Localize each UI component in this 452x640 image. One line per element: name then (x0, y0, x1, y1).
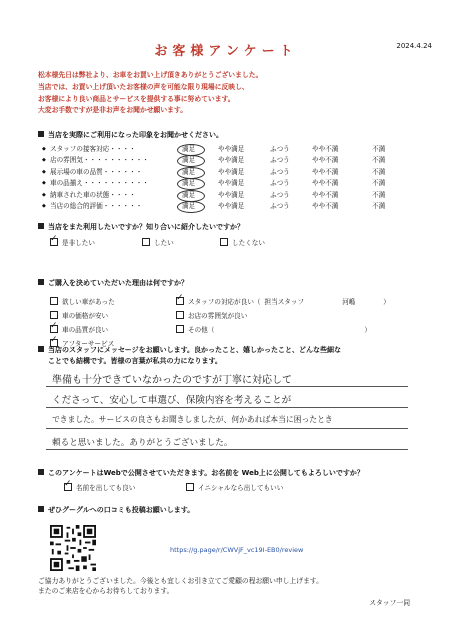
option-label: 車の価格が安い (62, 312, 109, 320)
intro-text (38, 70, 438, 117)
option-label: その他（ (188, 326, 215, 334)
rating-option[interactable]: やや不満 (312, 145, 339, 153)
checkbox[interactable] (50, 311, 58, 319)
checkbox[interactable] (50, 297, 58, 305)
handwritten-line: くださって、安心して車選び、保険内容を考えることが (52, 395, 292, 406)
rating-option[interactable]: ふつう (270, 179, 290, 188)
rating-item-label: 当店の総合的評価・・・・・・ (50, 201, 143, 210)
rating-option[interactable]: ふつう (270, 167, 290, 176)
bullet-icon: ◆ (42, 180, 46, 187)
rating-option[interactable]: 満足 (182, 201, 196, 210)
selected-circle-icon (177, 178, 205, 190)
close-paren: ） (364, 326, 371, 334)
bullet-icon: ◆ (42, 157, 46, 164)
footer-text (38, 576, 323, 596)
memo-line (46, 386, 408, 387)
q3-right-1[interactable] (176, 310, 247, 320)
qr-code-icon[interactable] (50, 525, 96, 571)
rating-option[interactable]: ふつう (270, 145, 290, 153)
q3-right-2[interactable] (176, 324, 371, 334)
checkbox[interactable] (220, 238, 228, 246)
rating-option[interactable]: やや不満 (312, 190, 339, 199)
option-label: アフターサービス (62, 340, 115, 348)
question-4-title-2: ことでも結構です。皆様の言葉が私共の力になります。 (48, 357, 222, 365)
rating-option[interactable]: やや不満 (312, 167, 339, 176)
rating-option[interactable]: やや満足 (218, 156, 245, 165)
q5-option-1[interactable] (186, 482, 283, 492)
handwritten-line: できました。サービスの良さもお聞きしましたが、何かあれば本当に困ったとき (52, 415, 333, 424)
rating-option[interactable]: やや不満 (312, 156, 339, 165)
rating-option[interactable]: やや満足 (218, 145, 245, 153)
checkbox[interactable] (50, 238, 58, 246)
option-label: イニシャルなら出してもいい (198, 484, 284, 492)
close-paren: ） (383, 298, 390, 306)
intro-line: お客様により良い商品とサービスを提供する事に努めています。 (38, 94, 235, 103)
question-4-title (38, 345, 341, 355)
checkbox[interactable] (186, 483, 194, 491)
staff-name: 河嶋 (342, 298, 356, 306)
rating-option[interactable]: やや満足 (218, 179, 245, 188)
checkbox[interactable] (176, 325, 184, 333)
selected-circle-icon (177, 190, 205, 202)
q3-right-0[interactable] (176, 296, 390, 306)
checkbox[interactable] (50, 325, 58, 333)
rating-option[interactable]: やや満足 (218, 167, 245, 176)
question-6-text: ぜひグーグルへの口コミも投稿お願いします。 (48, 506, 195, 514)
selected-circle-icon (177, 144, 205, 156)
checkbox[interactable] (176, 297, 184, 305)
rating-option[interactable]: ふつう (270, 201, 290, 210)
intro-line: 松本様先日は弊社より、お車をお買い上げ頂きありがとうございました。 (38, 71, 263, 79)
memo-line (46, 407, 408, 408)
question-5-text: このアンケートはWebで公開させていただきます。お名前を Web上に公開してもよろしいですか？ (48, 469, 364, 477)
bullet-icon: ◆ (42, 202, 46, 209)
checkbox[interactable] (64, 483, 72, 491)
rating-option[interactable]: 不満 (372, 201, 386, 210)
option-label: 是非したい (62, 239, 95, 247)
option-label: 車の品質が良い (62, 326, 109, 334)
q3-left-0[interactable] (50, 296, 115, 306)
question-4-text: 当店のスタッフにメッセージをお願いします。良かったこと、嬉しかったこと、どんな些細な (48, 346, 342, 354)
option-label: お店の雰囲気が良い (188, 312, 248, 320)
selected-circle-icon (177, 201, 205, 213)
rating-option[interactable]: やや満足 (218, 190, 245, 199)
rating-option[interactable]: 満足 (182, 179, 196, 188)
bullet-icon: ◆ (42, 146, 46, 152)
rating-option[interactable]: やや満足 (218, 201, 245, 210)
option-label: スタッフの対応が良い（ (188, 298, 261, 306)
rating-option[interactable]: ふつう (270, 190, 290, 199)
rating-option[interactable]: ふつう (270, 156, 290, 165)
rating-option[interactable]: 満足 (182, 167, 196, 176)
question-1-text: 当店を実際にご利用になった印象をお聞かせください。 (48, 131, 223, 139)
rating-option[interactable]: 満足 (182, 190, 196, 199)
rating-item-label: 納車された車の状態・・・・ (50, 190, 136, 199)
intro-line: 大変お手数ですが是非お声をお聞かせ願います。 (38, 106, 187, 115)
option-label: 欲しい車があった (62, 298, 115, 306)
question-2-text: 当店をまた利用したいですか？知り合いに紹介したいですか？ (48, 223, 244, 231)
option-label: したい (154, 239, 174, 247)
rating-option[interactable]: 不満 (372, 190, 386, 199)
handwritten-line: 頼ると思いました。ありがとうございました。 (52, 438, 233, 448)
q2-option-0[interactable] (50, 237, 95, 247)
rating-option[interactable]: 不満 (372, 145, 386, 153)
memo-line (46, 449, 408, 450)
checkbox[interactable] (176, 311, 184, 319)
rating-item-label: スタッフの接客対応・・・・ (50, 145, 136, 153)
memo-line (46, 428, 408, 429)
selected-circle-icon (177, 167, 205, 179)
question-5-title (38, 468, 364, 478)
question-1-title (38, 130, 223, 140)
review-link[interactable]: https://g.page/r/CWVjF_vc19I-EB0/review (170, 546, 304, 554)
rating-option[interactable]: 不満 (372, 167, 386, 176)
rating-option[interactable]: 満足 (182, 156, 196, 165)
option-label: したくない (232, 239, 265, 247)
selected-circle-icon (177, 155, 205, 167)
handwritten-line: 準備も十分できていなかったのですが丁寧に対応して (52, 375, 292, 386)
rating-option[interactable]: 満足 (182, 145, 196, 153)
footer-line: ご協力ありがとうございました。今後とも宜しくお引き立てご愛顧の程お願い申し上げます。 (38, 577, 323, 585)
survey-title: お客様アンケート (154, 44, 298, 59)
q3-left-1[interactable] (50, 310, 108, 320)
signoff: スタッフ一同 (369, 599, 410, 607)
staff-label: 担当スタッフ (264, 298, 305, 306)
option-label: 名前を出しても良い (76, 484, 136, 492)
q2-option-2[interactable] (220, 237, 265, 247)
question-6-title (38, 505, 194, 515)
rating-item-label: 展示場の車の品質・・・・・・ (50, 167, 143, 176)
message-box[interactable] (46, 370, 416, 456)
intro-line: 当店では、お買い上げ頂いたお客様の声を可能な限り現場に反映し、 (38, 82, 249, 91)
bullet-icon: ◆ (42, 191, 46, 198)
q5-option-0[interactable] (64, 482, 135, 492)
question-3-title (38, 278, 188, 288)
bullet-icon: ◆ (42, 168, 46, 175)
rating-option[interactable]: 不満 (372, 179, 386, 188)
q3-left-2[interactable] (50, 324, 108, 334)
survey-date: 2024.4.24 (396, 42, 432, 50)
question-3-text: ご購入を決めていただいた理由は何ですか？ (48, 279, 188, 287)
checkbox[interactable] (142, 238, 150, 246)
rating-option[interactable]: やや不満 (312, 201, 339, 210)
question-2-title (38, 222, 244, 232)
rating-item-label: 店の雰囲気・・・・・・・・・・ (50, 156, 149, 165)
rating-item-label: 車の品揃え・・・・・・・・・・ (50, 179, 149, 188)
rating-option[interactable]: やや不満 (312, 179, 339, 188)
rating-option[interactable]: 不満 (372, 156, 386, 165)
footer-line: またのご来店を心からお待ちしております。 (38, 587, 174, 595)
q2-option-1[interactable] (142, 237, 174, 247)
